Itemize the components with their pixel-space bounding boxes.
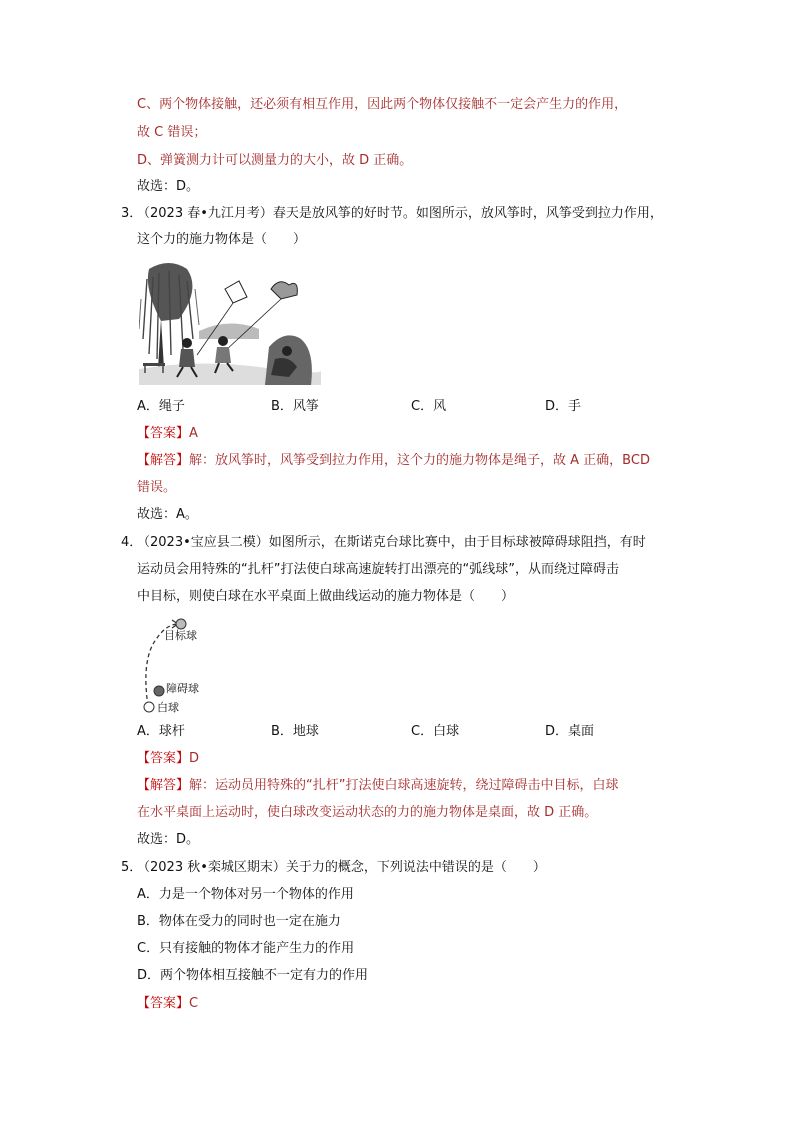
q3-stem-line1: （2023 春•九江月考）春天是放风筝的好时节。如图所示，放风筝时，风筝受到拉力作用， [137,206,663,221]
q4-stem-line3: 中目标，则使白球在水平桌面上做曲线运动的施力物体是（ ） [137,589,515,604]
q5-answer [137,995,198,1013]
q3-choose: 故选：A。 [137,507,198,522]
q4-stem-line1: （2023•宝应县二模）如图所示，在斯诺克台球比赛中，由于目标球被障碍球阻挡，有时 [137,535,646,550]
q3-option-c: C．风 [411,399,447,414]
q4-option-c: C．白球 [411,724,460,739]
q3-number: 3． [121,206,143,221]
analysis-tag: 【解答】 [137,453,190,468]
answer-value: D [189,751,200,766]
q4-option-b: B．地球 [271,724,319,739]
answer-tag: 【答案】 [137,996,190,1011]
prev-analysis-c-line2: 故 C 错误； [137,125,207,140]
analysis-tag: 【解答】 [137,778,190,793]
q4-answer [137,750,199,768]
obstacle-ball [154,686,164,696]
answer-value: C [189,996,199,1011]
q4-number: 4． [121,535,143,550]
q4-option-d: D．桌面 [545,724,595,739]
q3-analysis-line2: 错误。 [137,480,177,495]
prev-choose: 故选：D。 [137,179,200,194]
obstacle-ball-label: 障碍球 [166,682,199,695]
q5-stem: （2023 秋•栾城区期末）关于力的概念，下列说法中错误的是（ ） [137,860,546,875]
q4-choose: 故选：D。 [137,832,200,847]
q5-option-d: D．两个物体相互接触不一定有力的作用 [137,968,369,983]
q5-option-c: C．只有接触的物体才能产生力的作用 [137,941,355,956]
q3-option-d: D．手 [545,399,582,414]
q3-stem-line2: 这个力的施力物体是（ ） [137,232,307,247]
snooker-curve-diagram [137,612,257,716]
answer-tag: 【答案】 [137,426,190,441]
q3-option-b: B．风筝 [271,399,319,414]
answer-tag: 【答案】 [137,751,190,766]
prev-analysis-d: D、弹簧测力计可以测量力的大小，故 D 正确。 [137,153,413,168]
q3-analysis-line1 [137,452,650,470]
q4-option-a: A．球杆 [137,724,185,739]
cue-ball-label: 白球 [157,701,179,714]
target-ball-label: 目标球 [164,629,197,642]
analysis-text: 解：放风筝时，风筝受到拉力作用，这个力的施力物体是绳子，故 A 正确，BCD [189,453,650,468]
analysis-text: 解：运动员用特殊的“扎杆”打法使白球高速旋转，绕过障碍击中目标，白球 [189,778,619,793]
cue-ball [144,702,154,712]
q5-number: 5． [121,860,143,875]
q4-analysis-line2: 在水平桌面上运动时，使白球改变运动状态的力的施力物体是桌面，故 D 正确。 [137,805,598,820]
prev-analysis-c-line1: C、两个物体接触，还必须有相互作用，因此两个物体仅接触不一定会产生力的作用， [137,97,628,112]
kite-flying-illustration [139,259,321,385]
q4-stem-line2: 运动员会用特殊的“扎杆”打法使白球高速旋转打出漂亮的“弧线球”，从而绕过障碍击 [137,562,619,577]
target-ball [176,619,186,629]
q3-option-a: A．绳子 [137,399,185,414]
q5-option-a: A．力是一个物体对另一个物体的作用 [137,887,354,902]
q3-answer [137,425,198,443]
answer-value: A [189,426,198,441]
q5-option-b: B．物体在受力的同时也一定在施力 [137,914,341,929]
q4-analysis-line1 [137,777,619,795]
